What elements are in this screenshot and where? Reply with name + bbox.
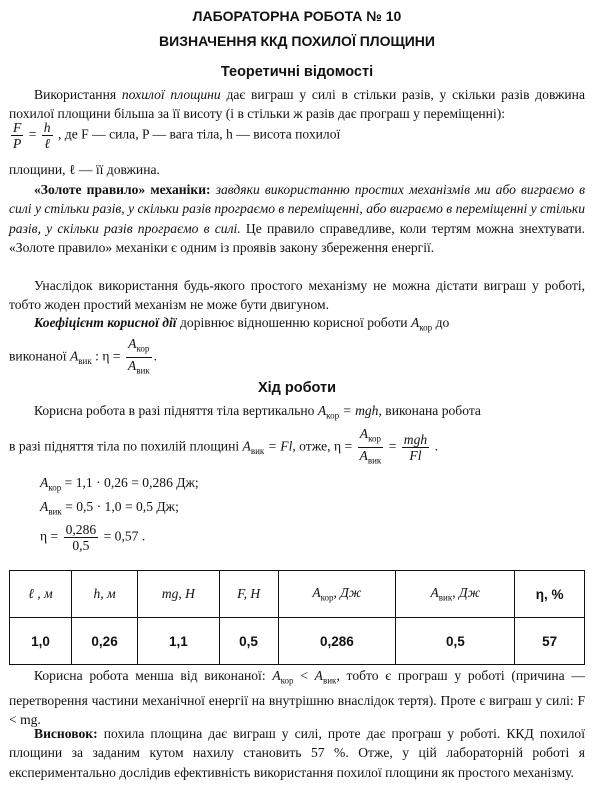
conclusion-paragraph-1: Корисна робота менша від виконаної: $A_{кор} < A_{вик}$, тобто є програш у роботі (причина — перетворення частини механічної енергії на внутрішню внаслідок тертя). Проте є виграш у силі: F < mg. <box>9 668 586 728</box>
table-header: F, Н <box>219 571 278 618</box>
table-cell: 0,286 <box>278 618 396 665</box>
table-cell: 57 <box>515 618 585 665</box>
table-cell: 1,0 <box>10 618 72 665</box>
theory-paragraph-1-end: площини, ℓ — її довжина. <box>9 162 160 177</box>
table-header: ℓ , м <box>10 571 72 618</box>
table-cell: 0,5 <box>219 618 278 665</box>
table-header: η, % <box>515 571 585 618</box>
efficiency-formula-line: виконаної $A_{вик}$ : η = $\frac{A_{кор}}{A_{вик}}$ . <box>9 336 585 378</box>
golden-rule-paragraph: «Золоте правило» механіки: завдяки використанню простих механізмів ми або виграємо в силі у стільки разів, у скільки разів програємо в переміщенні, або виграємо в переміщенні у стільки разів, у скільки разів програємо в силі. Це правило справедливе, коли тертям можна знехтувати. «Золоте правило» механіки є одним із проявів закону збереження енергії. <box>9 182 586 255</box>
table-row <box>10 618 585 665</box>
lab-title: ЛАБОРАТОРНА РОБОТА № 10 <box>192 8 402 24</box>
lab-subtitle: ВИЗНАЧЕННЯ ККД ПОХИЛОЇ ПЛОЩИНИ <box>159 33 435 49</box>
table-cell: 0,26 <box>71 618 137 665</box>
table-header: h, м <box>71 571 137 618</box>
ratio-formula-line: $\frac{F}{P}$ = $\frac{h}{\text{ℓ}}$ , де F — сила, P — вага тіла, h — висота похилої <box>13 120 341 151</box>
procedure-heading: Хід роботи <box>257 380 337 396</box>
calc-total-work: $A_{вик} = 0,5 \cdot 1,0 = 0,5$ Дж; <box>40 499 179 517</box>
theory-paragraph-1: Використання похилої площини дає виграш у силі в стільки разів, у скільки разів довжина похилої площини більша за її висоту (і в стільки ж разів дає програш у переміщенні): <box>9 87 585 122</box>
procedure-line-2: в разі підняття тіла по похилій площині $A_{вик} = Fl$, отже, η = $\frac{A_{кор}}{A_{вик}}$ = $\frac{\text{mgh}}{Fl}$ . <box>9 426 438 466</box>
table-cell: 0,5 <box>396 618 515 665</box>
table-cell: 1,1 <box>138 618 219 665</box>
theory-paragraph-3: Унаслідок використання будь-якого простого механізму не можна дістати виграш у роботі, тобто жоден простий механізм не може бути двигуном. <box>9 278 585 313</box>
efficiency-definition: Коефіцієнт корисної дії дорівнює відношенню корисної роботи $A_{кор}$ до <box>34 315 450 333</box>
table-header: $A_{кор}$, Дж <box>278 571 396 618</box>
theory-heading: Теоретичні відомості <box>220 64 374 80</box>
results-table <box>9 570 585 665</box>
conclusion-paragraph-2: Висновок: похила площина дає виграш у силі, проте дає програш у роботі. ККД похилої площини за заданим кутом нахилу становить 57 %. Отже, у цій лабораторній роботі я експериментально дослідив ефективність використання похилої площини як простого механізму. <box>9 726 585 780</box>
procedure-line-1: Корисна робота в разі підняття тіла вертикально $A_{кор}$ = mgh, виконана робота <box>34 403 481 421</box>
efficiency-fraction: $\frac{A_{кор}}{A_{вик}}$ <box>127 336 150 376</box>
calc-efficiency: η = $\frac{0,286}{0,5}$ = 0,57 . <box>40 522 146 553</box>
table-header: mg, Н <box>138 571 219 618</box>
table-header-row <box>10 571 585 618</box>
force-ratio-fraction: $\frac{F}{P}$ <box>13 120 22 151</box>
height-ratio-fraction: $\frac{h}{\text{ℓ}}$ <box>43 120 51 151</box>
calc-useful-work: $A_{кор} = 1,1 \cdot 0,26 = 0,286$ Дж; <box>40 475 199 493</box>
table-header: $A_{вик}$, Дж <box>396 571 515 618</box>
